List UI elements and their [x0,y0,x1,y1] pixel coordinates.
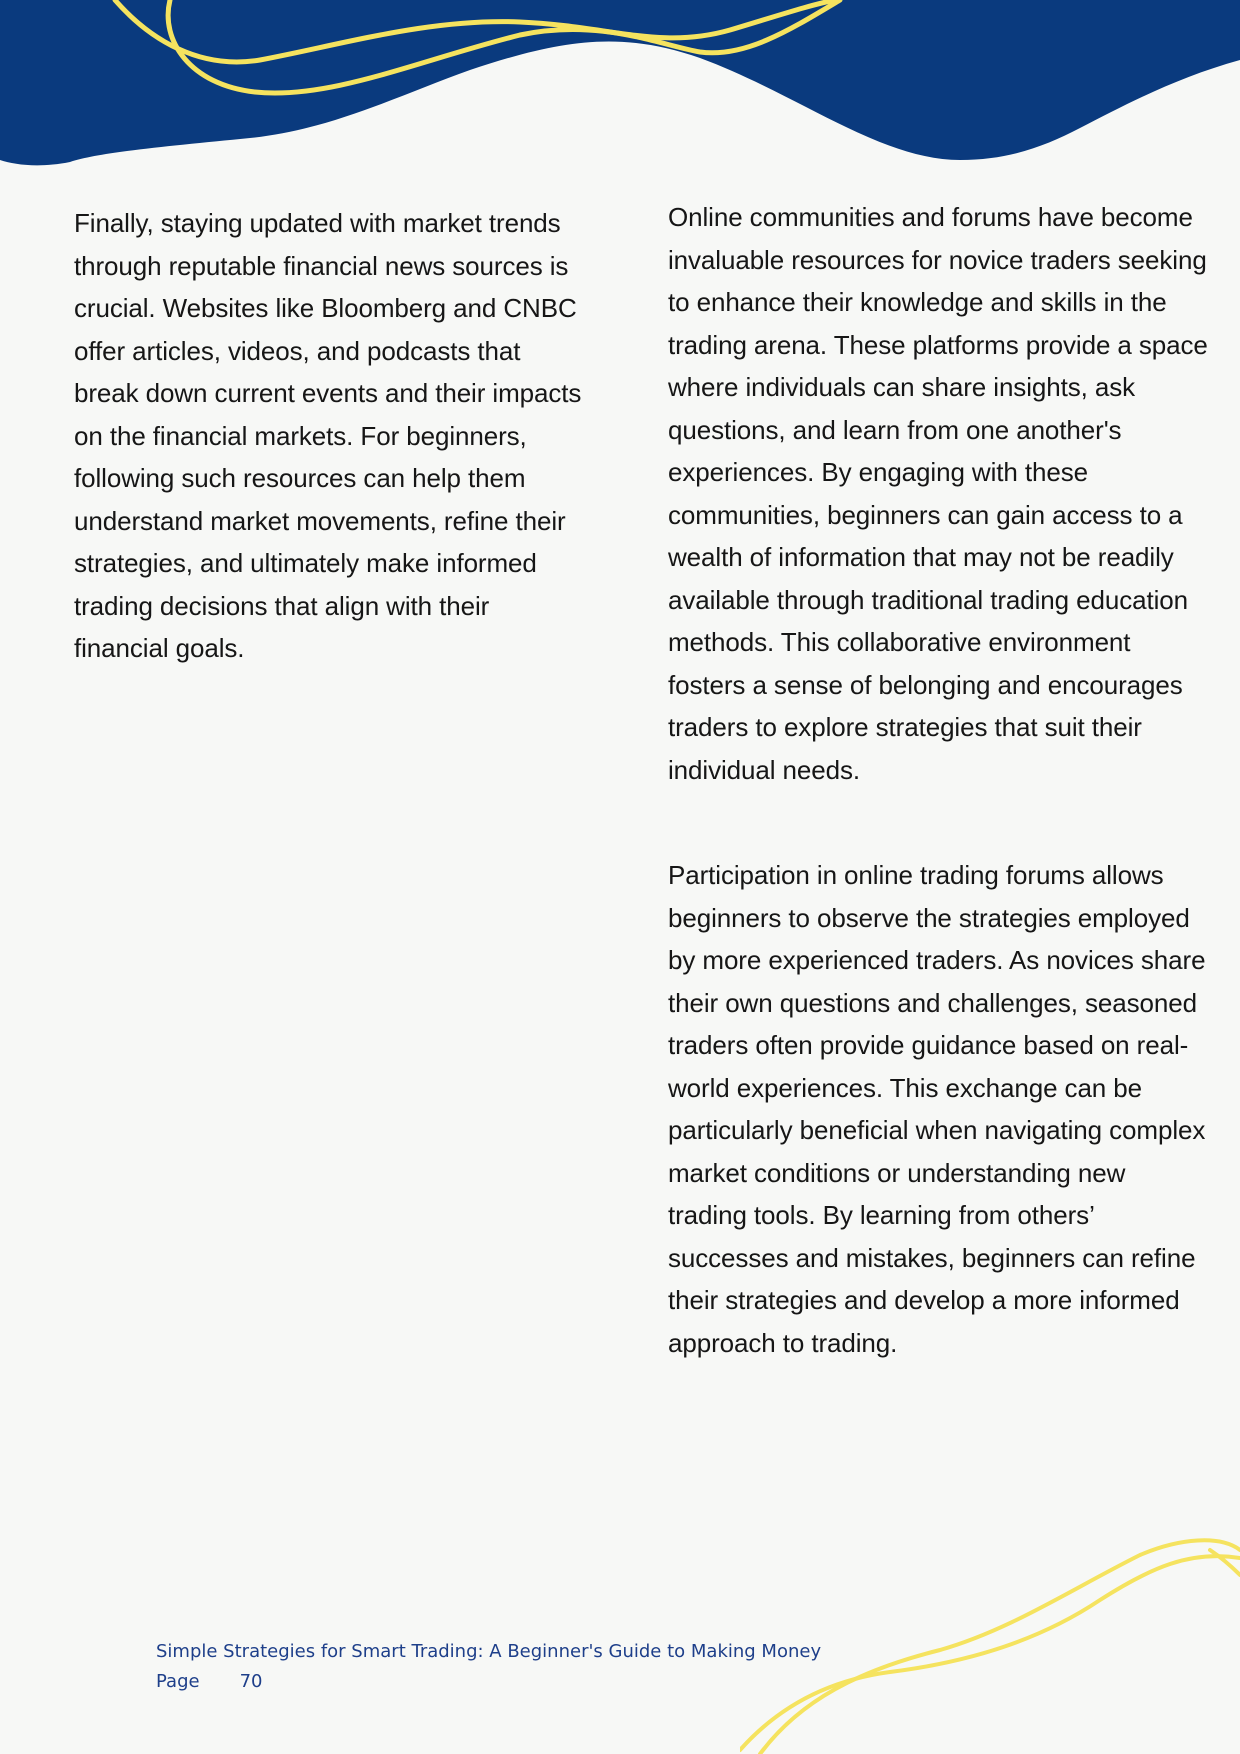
footer-page-indicator [156,1667,821,1697]
footer-page-label: Page [156,1671,200,1692]
paragraph: Participation in online trading forums allows beginners to observe the strategies employed by more experienced traders. As novices share their own questions and challenges, seasoned traders often provide guidance based on real-world experiences. This exchange can be particularly beneficial when navigating complex market conditions or understanding new trading tools. By learning from others’ successes and mistakes, beginners can refine their strategies and develop a more informed approach to trading. [668,860,1206,1358]
page-footer [156,1637,821,1697]
right-text-column [668,196,1208,1364]
left-text-column [74,202,584,670]
footer-yellow-curve-3 [1210,1550,1240,1575]
paragraph: Finally, staying updated with market trends through reputable financial news sources is crucial. Websites like Bloomberg and CNBC offer articles, videos, and podcasts that break down current events and their impacts on the financial markets. For beginners, following such resources can help them understand market movements, refine their strategies, and ultimately make informed trading decisions that align with their financial goals. [74,208,582,663]
footer-page-number: 70 [239,1671,263,1692]
footer-book-title: Simple Strategies for Smart Trading: A Beginner's Guide to Making Money [156,1641,822,1662]
header-wave-decoration [0,0,1240,180]
paragraph: Online communities and forums have become invaluable resources for novice traders seeking to enhance their knowledge and skills in the trading arena. These platforms provide a space where individuals can share insights, ask questions, and learn from one another's experiences. By engaging with these communities, beginners can gain access to a wealth of information that may not be readily available through traditional trading education methods. This collaborative environment fosters a sense of belonging and encourages traders to explore strategies that suit their individual needs. [668,202,1208,785]
header-navy-wave [0,0,1240,165]
